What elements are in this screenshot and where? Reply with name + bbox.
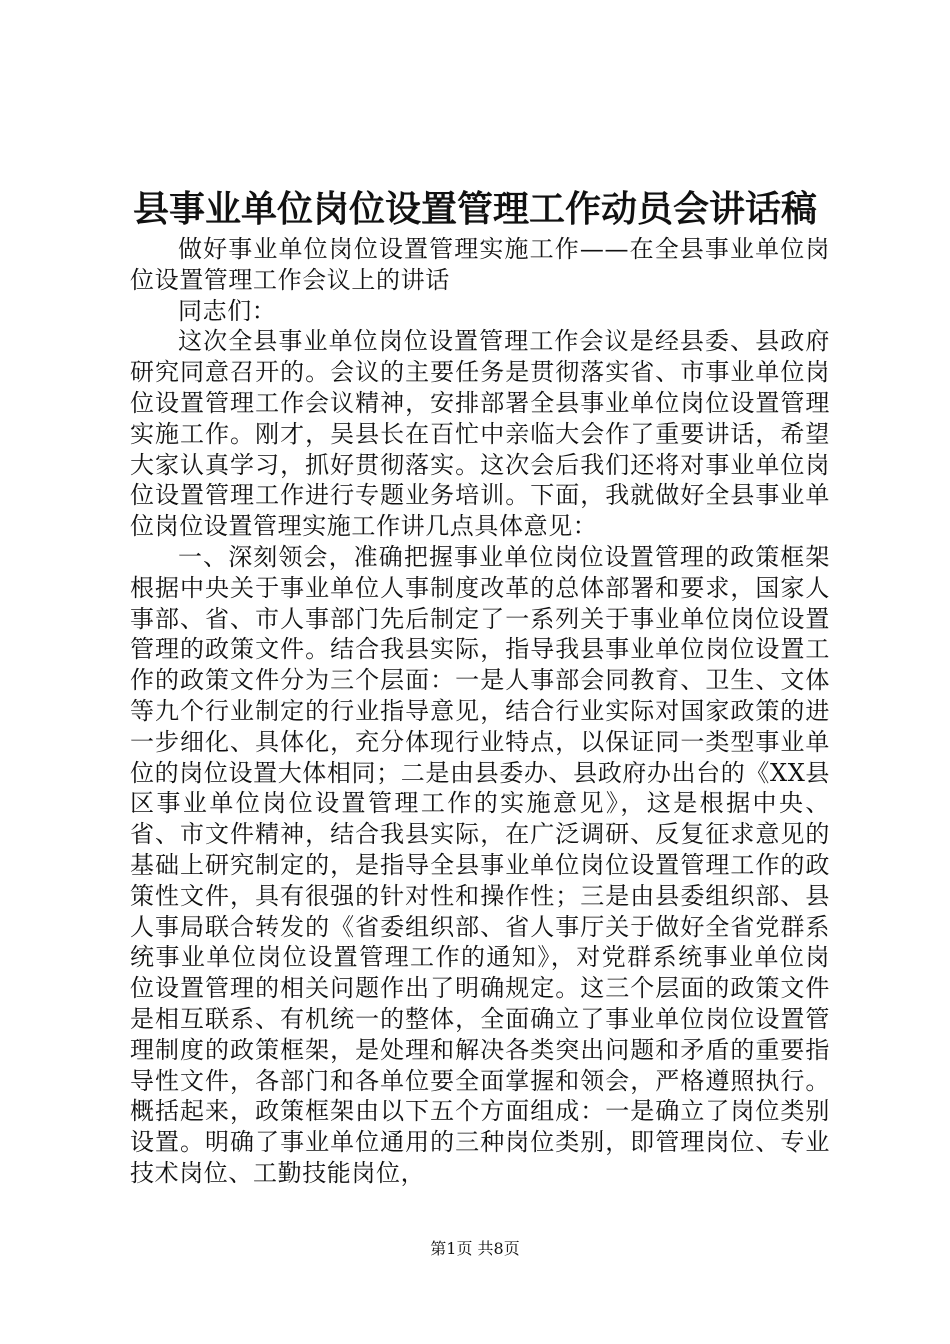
section-one-paragraph: 一、深刻领会，准确把握事业单位岗位设置管理的政策框架根据中央关于事业单位人事制度改革的总体部署和要求，国家人事部、省、市人事部门先后制定了一系列关于事业单位岗位设置管理的政策文件。结合我县实际，指导我县事业单位岗位设置工作的政策文件分为三个层面：一是人事部会同教育、卫生、文体等九个行业制定的行业指导意见，结合行业实际对国家政策的进一步细化、具体化，充分体现行业特点，以保证同一类型事业单位的岗位设置大体相同；二是由县委办、县政府办出台的《XX县区事业单位岗位设置管理工作的实施意见》，这是根据中央、省、市文件精神，结合我县实际，在广泛调研、反复征求意见的基础上研究制定的，是指导全县事业单位岗位设置管理工作的政策性文件，具有很强的针对性和操作性；三是由县委组织部、县人事局联合转发的《省委组织部、省人事厅关于做好全省党群系统事业单位岗位设置管理工作的通知》，对党群系统事业单位岗位设置管理的相关问题作出了明确规定。这三个层面的政策文件是相互联系、有机统一的整体，全面确立了事业单位岗位设置管理制度的政策框架，是处理和解决各类突出问题和矛盾的重要指导性文件，各部门和各单位要全面掌握和领会，严格遵照执行。概括起来，政策框架由以下五个方面组成：一是确立了岗位类别设置。明确了事业单位通用的三种岗位类别，即管理岗位、专业技术岗位、工勤技能岗位， — [130, 542, 830, 1187]
intro-paragraph: 这次全县事业单位岗位设置管理工作会议是经县委、县政府研究同意召开的。会议的主要任务是贯彻落实省、市事业单位岗位设置管理工作会议精神，安排部署全县事业单位岗位设置管理实施工作。刚才，吴县长在百忙中亲临大会作了重要讲话，希望大家认真学习，抓好贯彻落实。这次会后我们还将对事业单位岗位设置管理工作进行专题业务培训。下面，我就做好全县事业单位岗位设置管理实施工作讲几点具体意见： — [130, 327, 830, 541]
page-number-footer: 第1页 共8页 — [430, 1239, 520, 1258]
document-title: 县事业单位岗位设置管理工作动员会讲话稿 — [132, 188, 817, 230]
salutation-paragraph: 同志们： — [178, 296, 277, 325]
document-body — [130, 234, 830, 1189]
subtitle-paragraph: 做好事业单位岗位设置管理实施工作——在全县事业单位岗位设置管理工作会议上的讲话 — [130, 235, 830, 294]
